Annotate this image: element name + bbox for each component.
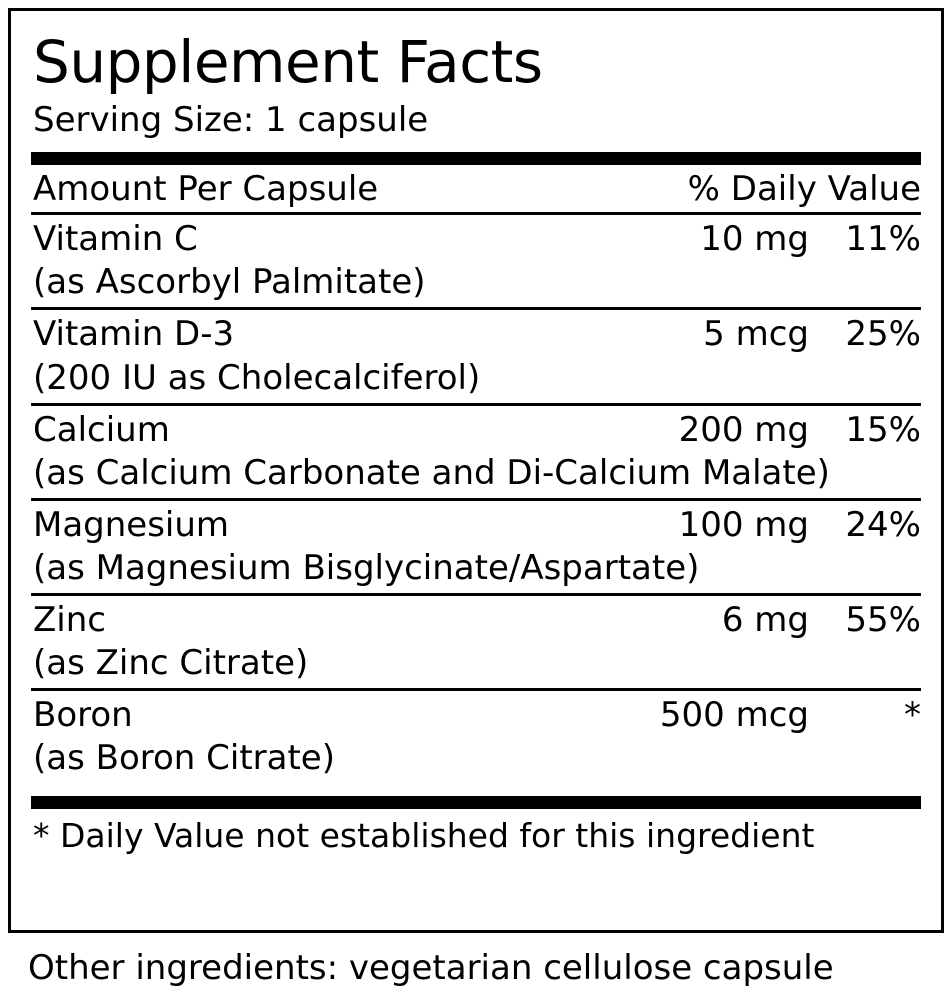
nutrient-daily-value: 55% (845, 600, 921, 641)
nutrient-source: (as Calcium Carbonate and Di-Calcium Malate) (33, 452, 830, 493)
serving-size-text: Serving Size: 1 capsule (33, 100, 429, 140)
nutrient-name: Boron (33, 695, 133, 736)
amount-per-serving-label: Amount Per Capsule (33, 169, 379, 210)
nutrient-amount: 10 mg (700, 219, 809, 260)
nutrient-name: Calcium (33, 409, 170, 450)
nutrient-source: (as Magnesium Bisglycinate/Aspartate) (33, 547, 700, 588)
nutrient-source: (as Ascorbyl Palmitate) (33, 262, 426, 303)
other-ingredients-text: Other ingredients: vegetarian cellulose capsule (28, 948, 834, 988)
nutrient-amount: 100 mg (678, 504, 809, 545)
nutrient-amount: 500 mcg (659, 695, 809, 736)
divider-thick-bottom (31, 796, 921, 809)
nutrient-name: Vitamin C (33, 219, 198, 260)
daily-value-label: % Daily Value (687, 169, 921, 210)
nutrient-name: Zinc (33, 600, 106, 641)
nutrient-amount: 200 mg (678, 409, 809, 450)
nutrient-name: Vitamin D-3 (33, 314, 235, 355)
nutrient-source: (as Boron Citrate) (33, 738, 335, 779)
table-row (31, 501, 921, 548)
nutrient-daily-value: * (904, 695, 921, 736)
nutrient-source: (200 IU as Cholecalciferol) (33, 357, 481, 398)
supplement-facts-panel (8, 8, 944, 933)
divider-thick-top (31, 152, 921, 165)
nutrient-daily-value: 15% (845, 409, 921, 450)
nutrient-amount: 6 mg (721, 600, 809, 641)
nutrient-daily-value: 24% (845, 504, 921, 545)
nutrient-daily-value: 25% (845, 314, 921, 355)
table-row (31, 310, 921, 357)
table-row (31, 691, 921, 738)
table-row (31, 406, 921, 453)
page-title: Supplement Facts (33, 28, 543, 96)
nutrient-source: (as Zinc Citrate) (33, 643, 309, 684)
daily-value-footnote: * Daily Value not established for this ingredient (33, 815, 815, 855)
table-row (31, 596, 921, 643)
table-header-row (31, 165, 921, 212)
nutrient-amount: 5 mcg (703, 314, 809, 355)
table-row (31, 215, 921, 262)
nutrient-name: Magnesium (33, 504, 230, 545)
nutrient-daily-value: 11% (845, 219, 921, 260)
